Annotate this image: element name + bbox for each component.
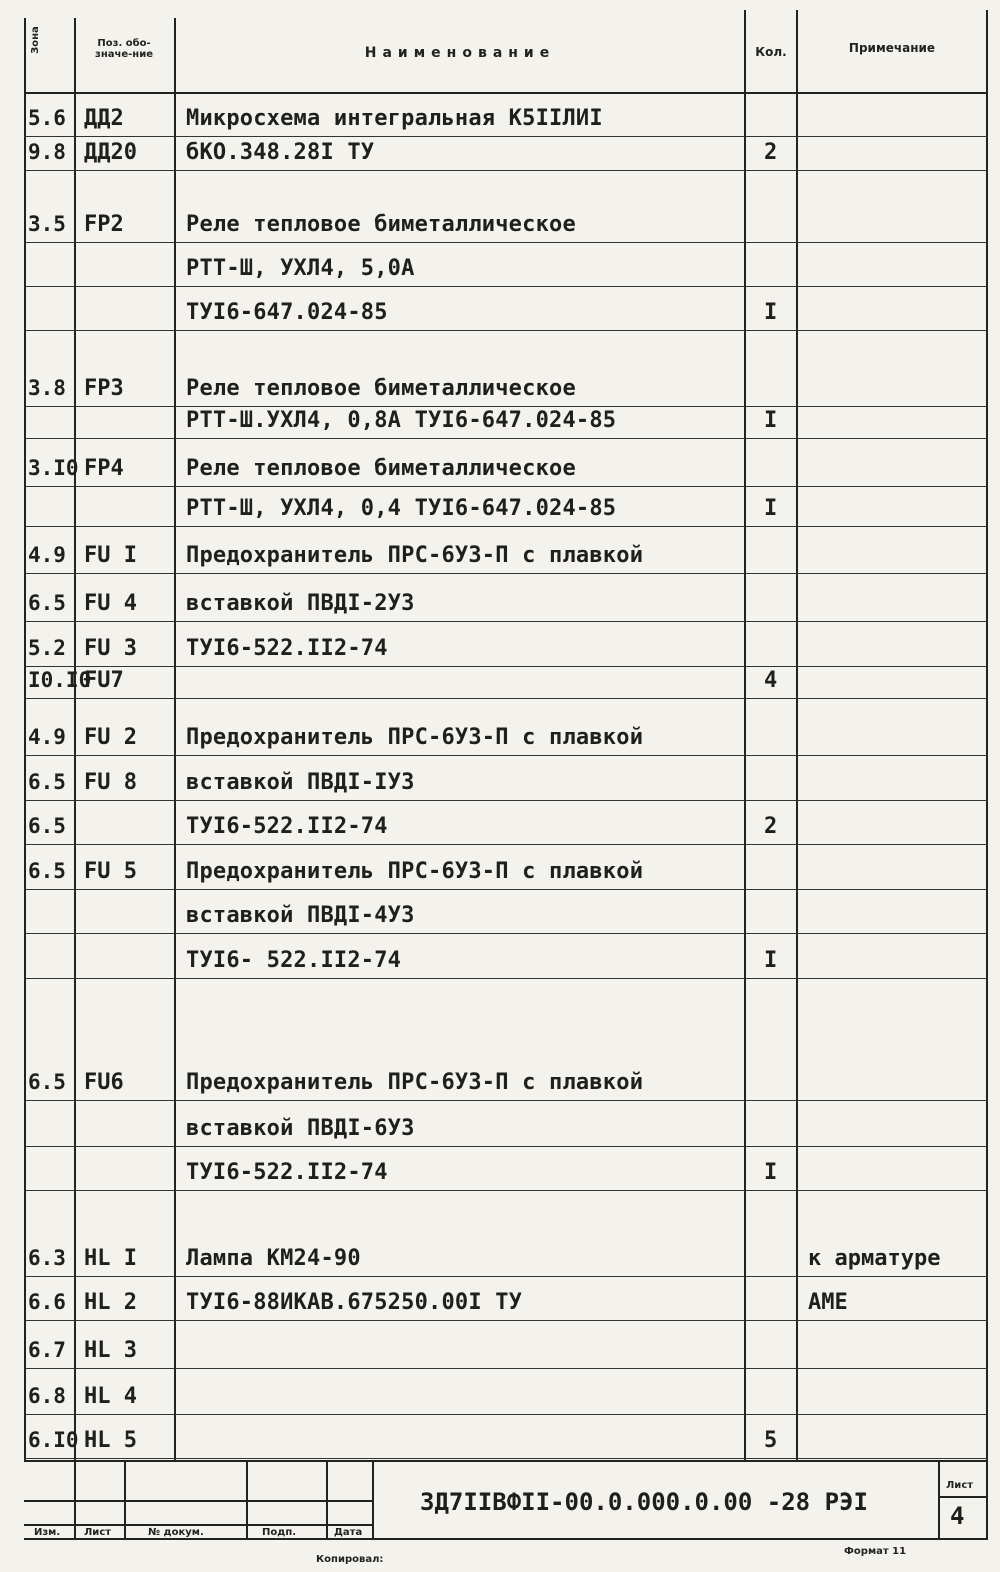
row-quantity: 4 [764, 668, 778, 693]
row-quantity: I [764, 948, 778, 973]
row-position: FU 3 [84, 636, 137, 661]
row-name: Предохранитель ПРС-6УЗ-П с плавкой [186, 1070, 644, 1095]
row-rule [24, 286, 988, 287]
row-name: ТУI6-522.II2-74 [186, 814, 388, 839]
row-rule [24, 1146, 988, 1147]
stamp-bottom-line [24, 1524, 374, 1526]
sheet-label: Лист [946, 1480, 974, 1491]
row-position: HL 3 [84, 1338, 137, 1363]
stamp-col-list: Лист [84, 1527, 112, 1538]
frame-left-border [24, 18, 26, 1460]
row-rule [24, 573, 988, 574]
row-zone: 5.6 [28, 106, 66, 130]
row-zone: 6.5 [28, 814, 66, 838]
row-name: вставкой ПВДI-4УЗ [186, 903, 415, 928]
row-zone: 6.5 [28, 1070, 66, 1094]
row-name: Предохранитель ПРС-6УЗ-П с плавкой [186, 725, 644, 750]
table-bottom-line [24, 1460, 988, 1462]
row-rule [24, 1190, 988, 1191]
row-zone: 9.8 [28, 140, 66, 164]
row-zone: 4.9 [28, 543, 66, 567]
stamp-bottom-border [24, 1538, 988, 1540]
row-rule [24, 330, 988, 331]
row-position: FU6 [84, 1070, 124, 1095]
stamp-sheet-line [938, 1496, 986, 1498]
row-rule [24, 242, 988, 243]
row-name: Микросхема интегральная К5IIЛИI [186, 106, 603, 131]
row-position: HL 5 [84, 1428, 137, 1453]
row-name: РТТ-Ш.УХЛ4, 0,8А ТУI6-647.024-85 [186, 408, 617, 433]
row-zone: 6.5 [28, 770, 66, 794]
row-zone: 6.I0 [28, 1428, 79, 1452]
row-rule [24, 844, 988, 845]
row-name: РТТ-Ш, УХЛ4, 5,0А [186, 256, 415, 281]
row-name: РТТ-Ш, УХЛ4, 0,4 ТУI6-647.024-85 [186, 496, 617, 521]
row-rule [24, 1276, 988, 1277]
row-position: FU 8 [84, 770, 137, 795]
row-rule [24, 1320, 988, 1321]
stamp-divider-2 [124, 1462, 126, 1540]
row-zone: 6.6 [28, 1290, 66, 1314]
row-rule [24, 1368, 988, 1369]
row-zone: 4.9 [28, 725, 66, 749]
header-bottom-line [24, 92, 988, 94]
row-zone: 5.2 [28, 636, 66, 660]
row-rule [24, 526, 988, 527]
row-quantity: 2 [764, 814, 778, 839]
header-pos: Поз. обо-значе-ние [95, 38, 153, 60]
row-name: Предохранитель ПРС-6УЗ-П с плавкой [186, 543, 644, 568]
col-divider-qty [796, 10, 798, 1460]
row-position: FU 2 [84, 725, 137, 750]
row-quantity: I [764, 1160, 778, 1185]
row-rule [24, 800, 988, 801]
stamp-sheet-divider [938, 1462, 940, 1540]
row-rule [24, 406, 988, 407]
row-position: HL I [84, 1246, 137, 1271]
row-zone: 6.7 [28, 1338, 66, 1362]
row-name: бКО.348.28I ТУ [186, 140, 375, 165]
row-position: ДД2 [84, 106, 124, 131]
row-quantity: 5 [764, 1428, 778, 1453]
row-rule [24, 621, 988, 622]
row-note: к арматуре [808, 1246, 941, 1271]
row-position: FP4 [84, 456, 124, 481]
col-divider-zone [74, 18, 76, 1460]
sheet-number: 4 [950, 1502, 965, 1530]
row-rule [24, 1414, 988, 1415]
row-zone: 3.8 [28, 376, 66, 400]
row-rule [24, 1458, 988, 1459]
row-rule [24, 666, 988, 667]
frame-right-border [986, 10, 988, 1540]
row-name: Реле тепловое биметаллическое [186, 376, 576, 401]
row-position: FP2 [84, 212, 124, 237]
stamp-divider-3 [246, 1462, 248, 1540]
row-name: Реле тепловое биметаллическое [186, 456, 576, 481]
row-position: FU I [84, 543, 137, 568]
row-name: ТУI6- 522.II2-74 [186, 948, 402, 973]
row-name: Реле тепловое биметаллическое [186, 212, 576, 237]
row-zone: I0.I0 [28, 668, 92, 692]
row-name: вставкой ПВДI-2УЗ [186, 591, 415, 616]
stamp-top-line [24, 1500, 374, 1502]
row-rule [24, 170, 988, 171]
row-rule [24, 933, 988, 934]
row-position: FU 5 [84, 859, 137, 884]
header-qty: Кол. [755, 45, 787, 59]
document-number: ЗД7IIВФII-00.0.000.0.00 -28 РЭI [420, 1488, 868, 1516]
header-name: Наименование [364, 45, 556, 61]
row-name: вставкой ПВДI-6УЗ [186, 1116, 415, 1141]
row-rule [24, 136, 988, 137]
row-name: Лампа КМ24-90 [186, 1246, 361, 1271]
row-name: ТУI6-647.024-85 [186, 300, 388, 325]
stamp-col-ndoc: № докум. [148, 1527, 204, 1538]
col-divider-name [744, 10, 746, 1460]
footer-format: Формат 11 [844, 1546, 907, 1557]
row-position: FP3 [84, 376, 124, 401]
row-quantity: I [764, 300, 778, 325]
row-zone: 6.5 [28, 859, 66, 883]
row-position: FU7 [84, 668, 124, 693]
row-name: ТУI6-88ИКАВ.675250.00I ТУ [186, 1290, 523, 1315]
row-name: Предохранитель ПРС-6УЗ-П с плавкой [186, 859, 644, 884]
col-divider-pos [174, 18, 176, 1460]
row-position: HL 2 [84, 1290, 137, 1315]
stamp-col-data: Дата [334, 1527, 363, 1538]
row-name: вставкой ПВДI-IУЗ [186, 770, 415, 795]
row-quantity: 2 [764, 140, 778, 165]
row-note: АМЕ [808, 1290, 848, 1315]
row-rule [24, 486, 988, 487]
row-name: ТУI6-522.II2-74 [186, 636, 388, 661]
row-position: ДД20 [84, 140, 137, 165]
row-rule [24, 698, 988, 699]
stamp-col-podp: Подп. [262, 1527, 297, 1538]
stamp-col-izm: Изм. [34, 1527, 61, 1538]
row-zone: 3.5 [28, 212, 66, 236]
stamp-divider-1 [74, 1462, 76, 1540]
row-rule [24, 438, 988, 439]
row-name: ТУI6-522.II2-74 [186, 1160, 388, 1185]
row-position: HL 4 [84, 1384, 137, 1409]
row-rule [24, 978, 988, 979]
stamp-divider-4 [326, 1462, 328, 1540]
footer-copied: Копировал: [316, 1554, 384, 1565]
row-zone: 6.8 [28, 1384, 66, 1408]
row-zone: 6.5 [28, 591, 66, 615]
row-rule [24, 755, 988, 756]
row-quantity: I [764, 496, 778, 521]
row-zone: 6.3 [28, 1246, 66, 1270]
row-position: FU 4 [84, 591, 137, 616]
stamp-divider-main [372, 1462, 374, 1540]
header-zone: Зона [30, 26, 41, 54]
row-rule [24, 1100, 988, 1101]
row-rule [24, 889, 988, 890]
row-quantity: I [764, 408, 778, 433]
row-zone: 3.I0 [28, 456, 79, 480]
header-note: Примечание [848, 41, 936, 55]
